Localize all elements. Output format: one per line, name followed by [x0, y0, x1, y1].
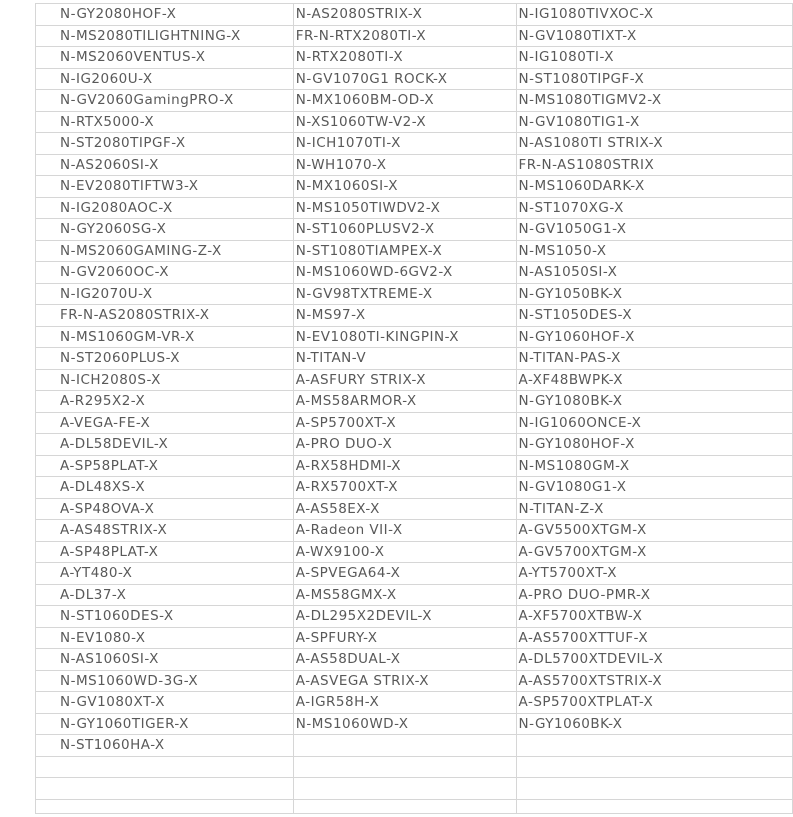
product-code-cell[interactable] — [516, 735, 792, 757]
product-code-cell[interactable]: N-MX1060SI-X — [293, 176, 516, 198]
table-row — [36, 520, 793, 542]
table-row — [36, 240, 793, 262]
product-code-cell[interactable]: N-EV1080TI-KINGPIN-X — [293, 326, 516, 348]
product-code-cell[interactable]: N-GV1070G1 ROCK-X — [293, 68, 516, 90]
product-code-cell[interactable]: N-GV1080XT-X — [36, 692, 294, 714]
product-code-cell[interactable]: A-MS58GMX-X — [293, 584, 516, 606]
table-row — [36, 541, 793, 563]
product-code-cell[interactable]: A-PRO DUO-PMR-X — [516, 584, 792, 606]
product-code-cell[interactable]: N-GV1050G1-X — [516, 219, 792, 241]
product-code-cell[interactable]: N-GY2060SG-X — [36, 219, 294, 241]
table-row — [36, 391, 793, 413]
product-code-cell[interactable]: N-MS1060WD-X — [293, 713, 516, 735]
product-code-cell[interactable]: N-ICH1070TI-X — [293, 133, 516, 155]
table-row — [36, 434, 793, 456]
product-code-cell[interactable]: N-ST2080TIPGF-X — [36, 133, 294, 155]
product-code-cell[interactable]: A-DL37-X — [36, 584, 294, 606]
product-code-cell[interactable] — [293, 735, 516, 757]
product-code-cell[interactable]: A-SP48PLAT-X — [36, 541, 294, 563]
product-code-cell[interactable]: N-AS1080TI STRIX-X — [516, 133, 792, 155]
table-row — [36, 799, 793, 813]
product-code-cell[interactable]: A-PRO DUO-X — [293, 434, 516, 456]
product-code-cell[interactable]: N-IG1080TI-X — [516, 47, 792, 69]
table-row — [36, 111, 793, 133]
product-code-cell[interactable]: N-GV2060OC-X — [36, 262, 294, 284]
product-code-cell[interactable]: N-MX1060BM-OD-X — [293, 90, 516, 112]
product-code-cell[interactable]: N-TITAN-V — [293, 348, 516, 370]
product-code-cell[interactable]: N-GY1080HOF-X — [516, 434, 792, 456]
table-row — [36, 68, 793, 90]
product-code-cell[interactable]: A-ASFURY STRIX-X — [293, 369, 516, 391]
product-code-cell[interactable]: A-DL295X2DEVIL-X — [293, 606, 516, 628]
product-code-cell[interactable]: A-AS5700XTTUF-X — [516, 627, 792, 649]
product-code-cell[interactable]: N-MS1050-X — [516, 240, 792, 262]
product-code-cell[interactable]: N-MS2060VENTUS-X — [36, 47, 294, 69]
table-row — [36, 455, 793, 477]
product-code-cell[interactable] — [516, 778, 792, 800]
table-row — [36, 778, 793, 800]
product-code-table — [35, 3, 793, 814]
product-code-cell[interactable] — [36, 756, 294, 778]
product-code-cell[interactable]: N-TITAN-PAS-X — [516, 348, 792, 370]
product-code-cell[interactable]: N-MS1080TIGMV2-X — [516, 90, 792, 112]
table-row — [36, 606, 793, 628]
product-code-cell[interactable]: A-SP58PLAT-X — [36, 455, 294, 477]
product-code-cell[interactable]: FR-N-AS1080STRIX — [516, 154, 792, 176]
table-row — [36, 219, 793, 241]
product-code-cell[interactable]: FR-N-RTX2080TI-X — [293, 25, 516, 47]
product-code-cell[interactable]: N-EV1080-X — [36, 627, 294, 649]
product-code-cell[interactable]: N-AS2080STRIX-X — [293, 4, 516, 26]
table-row — [36, 348, 793, 370]
table-row — [36, 713, 793, 735]
product-code-cell[interactable]: A-RX58HDMI-X — [293, 455, 516, 477]
table-row — [36, 498, 793, 520]
table-row — [36, 90, 793, 112]
product-code-cell[interactable]: A-AS48STRIX-X — [36, 520, 294, 542]
product-code-cell[interactable] — [36, 799, 294, 813]
table-row — [36, 649, 793, 671]
product-code-cell[interactable]: N-ICH2080S-X — [36, 369, 294, 391]
product-code-cell[interactable]: N-GV98TXTREME-X — [293, 283, 516, 305]
product-code-cell[interactable]: A-RX5700XT-X — [293, 477, 516, 499]
product-code-cell[interactable]: N-MS1060WD-6GV2-X — [293, 262, 516, 284]
product-code-cell[interactable]: A-XF48BWPK-X — [516, 369, 792, 391]
product-code-cell[interactable]: N-MS2080TILIGHTNING-X — [36, 25, 294, 47]
table-row — [36, 326, 793, 348]
product-code-cell[interactable]: N-GV2060GamingPRO-X — [36, 90, 294, 112]
product-code-cell[interactable]: N-EV2080TIFTW3-X — [36, 176, 294, 198]
table-row — [36, 369, 793, 391]
table-row — [36, 283, 793, 305]
table-row — [36, 262, 793, 284]
product-code-cell[interactable]: A-GV5700XTGM-X — [516, 541, 792, 563]
product-code-cell[interactable] — [36, 778, 294, 800]
product-code-cell[interactable] — [293, 778, 516, 800]
product-code-cell[interactable]: N-XS1060TW-V2-X — [293, 111, 516, 133]
table-row — [36, 692, 793, 714]
product-code-cell[interactable]: A-R295X2-X — [36, 391, 294, 413]
table-row — [36, 305, 793, 327]
product-code-cell[interactable]: A-IGR58H-X — [293, 692, 516, 714]
product-code-cell[interactable]: A-YT480-X — [36, 563, 294, 585]
table-row — [36, 25, 793, 47]
product-code-cell[interactable]: A-AS5700XTSTRIX-X — [516, 670, 792, 692]
product-code-cell[interactable]: N-IG2060U-X — [36, 68, 294, 90]
product-code-cell[interactable]: N-MS1060DARK-X — [516, 176, 792, 198]
product-code-cell[interactable]: N-AS2060SI-X — [36, 154, 294, 176]
product-code-cell[interactable]: N-ST1060HA-X — [36, 735, 294, 757]
table-row — [36, 176, 793, 198]
product-code-cell[interactable]: N-GY1060BK-X — [516, 713, 792, 735]
product-code-cell[interactable]: N-GY1050BK-X — [516, 283, 792, 305]
table-row — [36, 627, 793, 649]
product-code-cell[interactable]: N-AS1060SI-X — [36, 649, 294, 671]
product-code-cell[interactable]: A-YT5700XT-X — [516, 563, 792, 585]
product-code-cell[interactable]: N-IG1080TIVXOC-X — [516, 4, 792, 26]
table-row — [36, 670, 793, 692]
product-code-cell[interactable]: N-ST1080TIPGF-X — [516, 68, 792, 90]
product-code-cell[interactable]: N-RTX5000-X — [36, 111, 294, 133]
product-code-cell[interactable] — [293, 799, 516, 813]
product-code-cell[interactable]: N-TITAN-Z-X — [516, 498, 792, 520]
product-code-cell[interactable]: A-XF5700XTBW-X — [516, 606, 792, 628]
table-row — [36, 197, 793, 219]
product-code-cell[interactable]: A-AS58DUAL-X — [293, 649, 516, 671]
table-row — [36, 154, 793, 176]
product-code-cell[interactable]: N-ST1060PLUSV2-X — [293, 219, 516, 241]
product-code-cell[interactable]: A-SP48OVA-X — [36, 498, 294, 520]
product-code-cell[interactable]: N-ST1080TIAMPEX-X — [293, 240, 516, 262]
product-code-cell[interactable]: N-ST2060PLUS-X — [36, 348, 294, 370]
product-code-cell[interactable] — [293, 756, 516, 778]
product-code-cell[interactable]: N-GY1060HOF-X — [516, 326, 792, 348]
product-code-cell[interactable]: A-Radeon VII-X — [293, 520, 516, 542]
product-code-cell[interactable]: N-AS1050SI-X — [516, 262, 792, 284]
table-row — [36, 133, 793, 155]
product-code-cell[interactable]: N-GV1080TIXT-X — [516, 25, 792, 47]
product-code-cell[interactable]: A-AS58EX-X — [293, 498, 516, 520]
product-code-cell[interactable]: N-MS1060WD-3G-X — [36, 670, 294, 692]
product-code-cell[interactable] — [516, 799, 792, 813]
product-code-cell[interactable]: N-MS1060GM-VR-X — [36, 326, 294, 348]
table-row — [36, 563, 793, 585]
product-code-cell[interactable]: N-GV1080G1-X — [516, 477, 792, 499]
product-code-cell[interactable]: N-ST1070XG-X — [516, 197, 792, 219]
product-code-cell[interactable]: N-WH1070-X — [293, 154, 516, 176]
table-row — [36, 477, 793, 499]
product-code-cell[interactable]: A-SPVEGA64-X — [293, 563, 516, 585]
product-code-cell[interactable]: N-MS1050TIWDV2-X — [293, 197, 516, 219]
product-code-cell[interactable]: A-GV5500XTGM-X — [516, 520, 792, 542]
product-code-cell[interactable]: N-GV1080TIG1-X — [516, 111, 792, 133]
product-code-cell[interactable]: N-GY2080HOF-X — [36, 4, 294, 26]
product-code-cell[interactable]: N-MS2060GAMING-Z-X — [36, 240, 294, 262]
product-code-cell[interactable]: A-SP5700XT-X — [293, 412, 516, 434]
product-code-cell[interactable]: N-IG1060ONCE-X — [516, 412, 792, 434]
product-code-cell[interactable]: A-DL5700XTDEVIL-X — [516, 649, 792, 671]
product-code-cell[interactable]: N-ST1060DES-X — [36, 606, 294, 628]
product-code-cell[interactable]: N-IG2080AOC-X — [36, 197, 294, 219]
product-code-cell[interactable]: A-SPFURY-X — [293, 627, 516, 649]
product-code-cell[interactable]: A-DL58DEVIL-X — [36, 434, 294, 456]
table-row — [36, 756, 793, 778]
spreadsheet-area — [35, 3, 793, 814]
product-code-cell[interactable]: N-MS97-X — [293, 305, 516, 327]
product-code-cell[interactable]: A-WX9100-X — [293, 541, 516, 563]
product-code-cell[interactable]: A-VEGA-FE-X — [36, 412, 294, 434]
product-code-cell[interactable]: A-ASVEGA STRIX-X — [293, 670, 516, 692]
product-code-cell[interactable]: A-SP5700XTPLAT-X — [516, 692, 792, 714]
product-code-cell[interactable] — [516, 756, 792, 778]
table-row — [36, 412, 793, 434]
product-code-cell[interactable]: N-GY1080BK-X — [516, 391, 792, 413]
table-row — [36, 4, 793, 26]
table-row — [36, 735, 793, 757]
product-code-cell[interactable]: FR-N-AS2080STRIX-X — [36, 305, 294, 327]
table-row — [36, 47, 793, 69]
table-body — [36, 4, 793, 814]
product-code-cell[interactable]: N-GY1060TIGER-X — [36, 713, 294, 735]
product-code-cell[interactable]: N-RTX2080TI-X — [293, 47, 516, 69]
table-row — [36, 584, 793, 606]
product-code-cell[interactable]: N-IG2070U-X — [36, 283, 294, 305]
product-code-cell[interactable]: N-MS1080GM-X — [516, 455, 792, 477]
product-code-cell[interactable]: A-DL48XS-X — [36, 477, 294, 499]
product-code-cell[interactable]: A-MS58ARMOR-X — [293, 391, 516, 413]
product-code-cell[interactable]: N-ST1050DES-X — [516, 305, 792, 327]
